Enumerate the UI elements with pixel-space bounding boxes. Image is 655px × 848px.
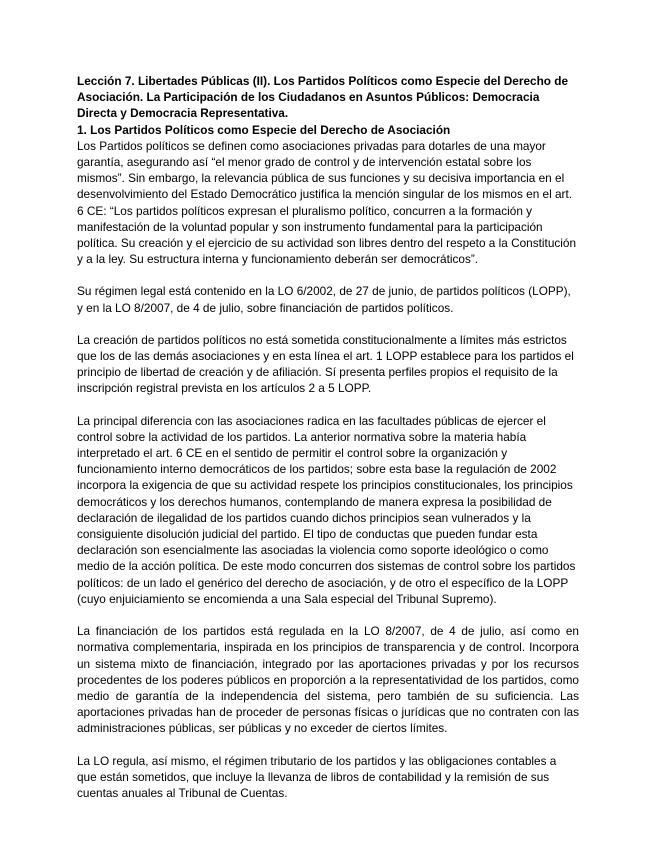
paragraph-creation: La creación de partidos políticos no está sometida constitucionalmente a límites más estrictos que los de las demás asociaciones y en esta línea el art. 1 LOPP establece para los partidos el principio de libertad de creación y de afiliación. Sí presenta perfiles propios el requisito de la inscripción registral prevista en los artículos 2 a 5 LOPP. — [77, 332, 574, 396]
paragraph-tax-regime: La LO regula, así mismo, el régimen tributario de los partidos y las obligaciones contables a que están sometidos, que incluye la llevanza de libros de contabilidad y la remisión de sus cuentas anuales al Tribunal de Cuentas. — [77, 753, 557, 800]
document-page — [77, 73, 579, 801]
paragraph-control: La principal diferencia con las asociaciones radica en las facultades públicas de ejercer el control sobre la actividad de los partidos. La anterior normativa sobre la materia había interpretado el art. 6 CE en el sentido de permitir el control sobre la organización y funcionamiento interno democráticos de los partidos; sobre esta base la regulación de 2002 incorpora la exigencia de que su actividad respete los principios constitucionales, los principios democráticos y los derechos humanos, contemplando de manera expresa la posibilidad de declaración de ilegalidad de los partidos cuando dichos principios sean vulnerados y la consiguiente disolución judicial del partido. El tipo de conductas que pueden fundar esta declaración son esencialmente las asociadas la violencia como soporte ideológico o como medio de la acción política. De este modo concurren dos sistemas de control sobre los partidos políticos: de un lado el genérico del derecho de asociación, y de otro el específico de la LOPP (cuyo enjuiciamiento se encomienda a una Sala especial del Tribunal Supremo). — [77, 413, 576, 606]
lesson-title: Lección 7. Libertades Públicas (II). Los Partidos Políticos como Especie del Derecho de Asociación. La Participación de los Ciudadanos en Asuntos Públicos: Democracia Directa y Democracia Representativa. — [77, 74, 569, 121]
paragraph-definition: Los Partidos políticos se definen como asociaciones privadas para dotarles de una mayor garantía, asegurando así “el menor grado de control y de intervención estatal sobre los mismos”. Sin embargo, la relevancia pública de sus funciones y su decisiva importancia en el desenvolvimiento del Estado Democrático justifica la mención singular de los mismos en el art. 6 CE: “Los partidos políticos expresan el pluralismo político, concurren a la formación y manifestación de la voluntad popular y son instrumento fundamental para la participación política. Su creación y el ejercicio de su actividad son libres dentro del respeto a la Constitución y a la ley. Su estructura interna y funcionamiento deberán ser democráticos”. — [77, 138, 577, 267]
section-title: 1. Los Partidos Políticos como Especie del Derecho de Asociación — [77, 122, 451, 137]
paragraph-legal-regime: Su régimen legal está contenido en la LO 6/2002, de 27 de junio, de partidos políticos (LOPP), y en la LO 8/2007, de 4 de julio, sobre financiación de partidos políticos. — [77, 284, 571, 315]
paragraph-financing: La financiación de los partidos está regulada en la LO 8/2007, de 4 de julio, así como en normativa complementaria, inspirada en los principios de transparencia y de control. Incorpora un sistema mixto de financiación, integrado por las aportaciones privadas y por los recursos procedentes de los poderes públicos en proporción a la representatividad de los partidos, como medio de garantía de la independencia del sistema, pero también de su suficiencia. Las aportaciones privadas han de proceder de personas físicas o jurídicas que no contraten con las administraciones públicas, ser públicas y no exceder de ciertos límites. — [77, 624, 579, 736]
